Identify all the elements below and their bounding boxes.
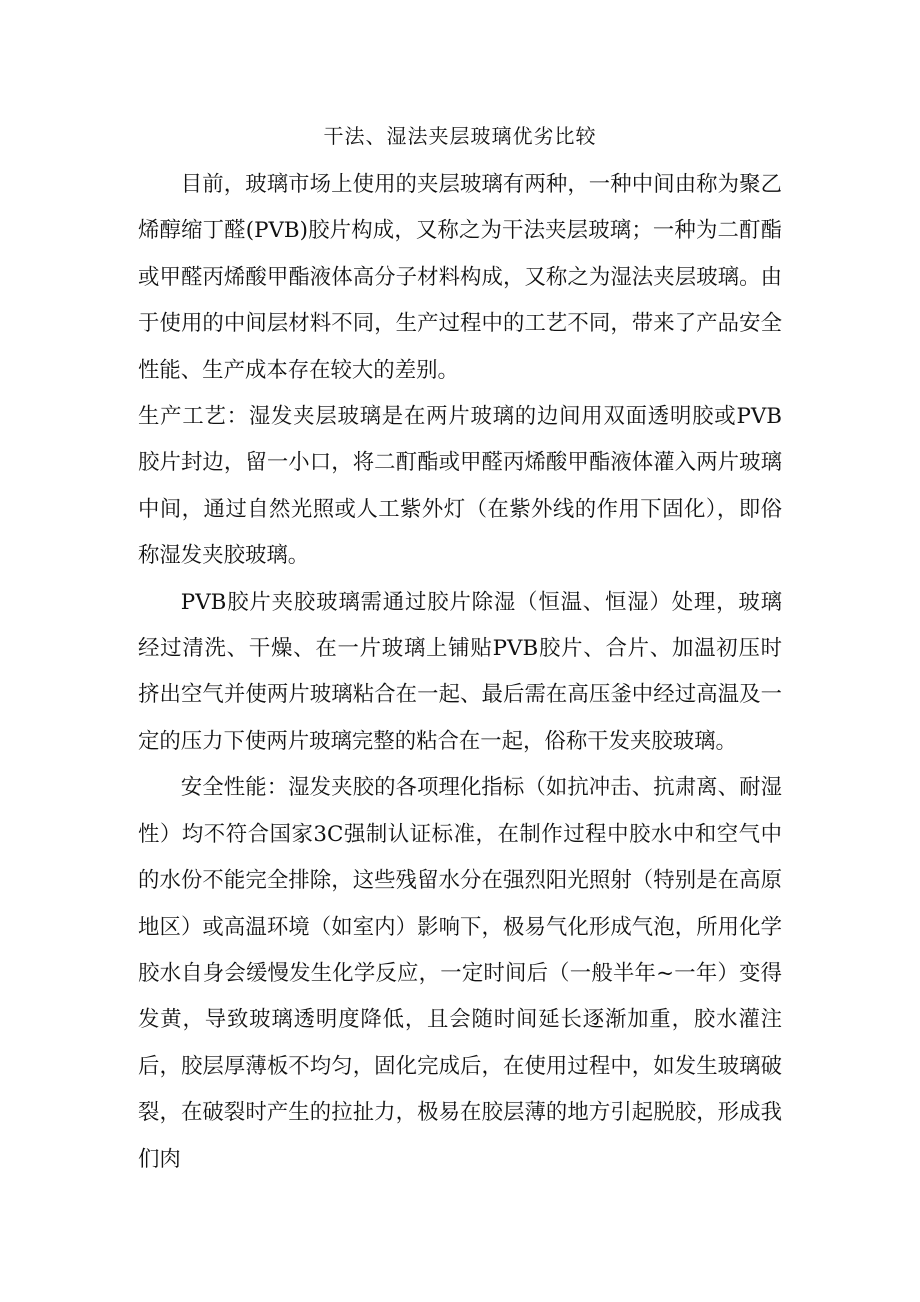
paragraph-intro: 目前，玻璃市场上使用的夹层玻璃有两种，一种中间由称为聚乙烯醇缩丁醛(PVB)胶片构成，又称之为干法夹层玻璃；一种为二酊酯或甲醛丙烯酸甲酯液体高分子材料构成，又称之为湿法夹层玻璃。由于使用的中间层材料不同，生产过程中的工艺不同，带来了产品安全性能、生产成本存在较大的差别。 xyxy=(138,172,782,383)
document-title: 干法、湿法夹层玻璃优劣比较 xyxy=(323,124,597,148)
paragraph-process-wet: 生产工艺：湿发夹层玻璃是在两片玻璃的边间用双面透明胶或PVB胶片封边，留一小口，将二酊酯或甲醛丙烯酸甲酯液体灌入两片玻璃中间，通过自然光照或人工紫外灯（在紫外线的作用下固化），即俗称湿发夹胶玻璃。 xyxy=(138,404,782,569)
paragraph-safety: 安全性能：湿发夹胶的各项理化指标（如抗冲击、抗肃离、耐湿性）均不符合国家3C强制认证标准，在制作过程中胶水中和空气中的水份不能完全排除，这些残留水分在强烈阳光照射（特别是在高原地区）或高温环境（如室内）影响下，极易气化形成气泡，所用化学胶水自身会缓慢发生化学反应，一定时间后（一般半年~一年）变得发黄，导致玻璃透明度降低，且会随时间延长逐渐加重，胶水灌注后，胶层厚薄板不均匀，固化完成后，在使用过程中，如发生玻璃破裂，在破裂时产生的拉扯力，极易在胶层薄的地方引起脱胶，形成我们肉 xyxy=(138,775,782,1172)
document-body xyxy=(138,116,782,1183)
paragraph-process-dry: PVB胶片夹胶玻璃需通过胶片除湿（恒温、恒湿）处理，玻璃经过清洗、干燥、在一片玻璃上铺贴PVB胶片、合片、加温初压时挤出空气并使两片玻璃粘合在一起、最后需在高压釜中经过高温及一定的压力下使两片玻璃完整的粘合在一起，俗称干发夹胶玻璃。 xyxy=(138,589,782,754)
